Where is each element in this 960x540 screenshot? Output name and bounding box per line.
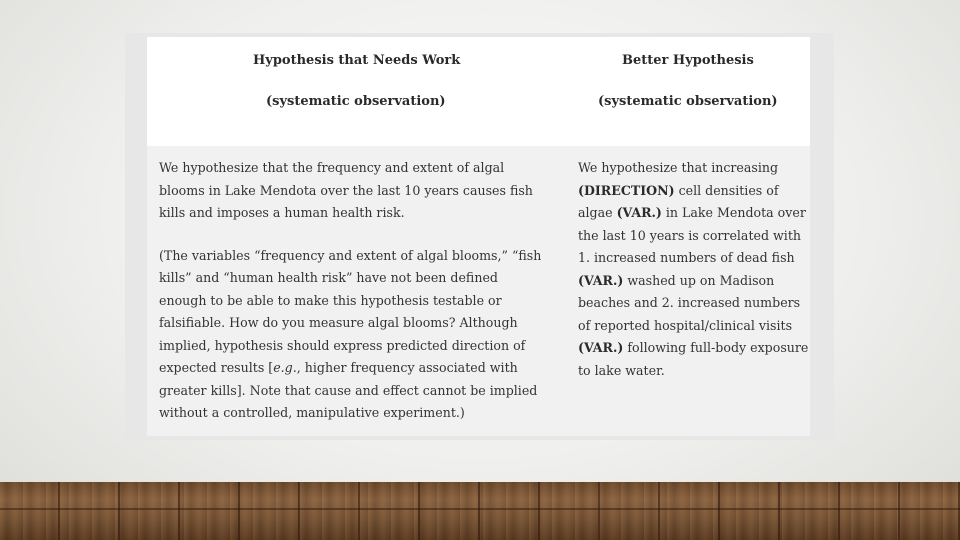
- variable-tag: (VAR.): [578, 272, 624, 288]
- hypothesis-comparison-table: [125, 33, 834, 440]
- wood-floor-background: [0, 482, 960, 540]
- left-column-title: Hypothesis that Needs Work: [253, 53, 461, 68]
- direction-tag: (DIRECTION): [578, 182, 675, 198]
- eg-abbreviation: e.g.: [273, 360, 297, 375]
- better-hypothesis-cell: We hypothesize that increasing (DIRECTION) cell densities of algae (VAR.) in Lake Mendota over the last 10 years is correlated with 1. increased numbers of dead fish (VAR.) washed up on Madison beaches and 2. increased numbers of reported hospital/clinical visits (VAR.) following full-body exposure to lake water.: [578, 160, 809, 378]
- variable-tag: (VAR.): [616, 205, 662, 220]
- weak-hypothesis-critique: (The variables “frequency and extent of algal blooms,” “fish kills” and “human health risk” have not been defined enough to be able to make this hypothesis testable or falsifiable. How do you measure algal blooms? Although implied, hypothesis should express predicted direction of expected results [e.g., higher frequency associated with greater kills]. Note that cause and effect cannot be implied without a controlled, manipulative experiment.): [159, 247, 542, 420]
- variable-tag: (VAR.): [578, 340, 624, 355]
- weak-hypothesis-statement: We hypothesize that the frequency and extent of algal blooms in Lake Mendota over the last 10 years causes fish kills and imposes a human health risk.: [159, 160, 533, 220]
- right-column-title: Better Hypothesis: [622, 53, 754, 68]
- weak-hypothesis-cell: [159, 157, 549, 425]
- right-column-subtitle: (systematic observation): [598, 94, 778, 109]
- left-column-subtitle: (systematic observation): [266, 94, 446, 109]
